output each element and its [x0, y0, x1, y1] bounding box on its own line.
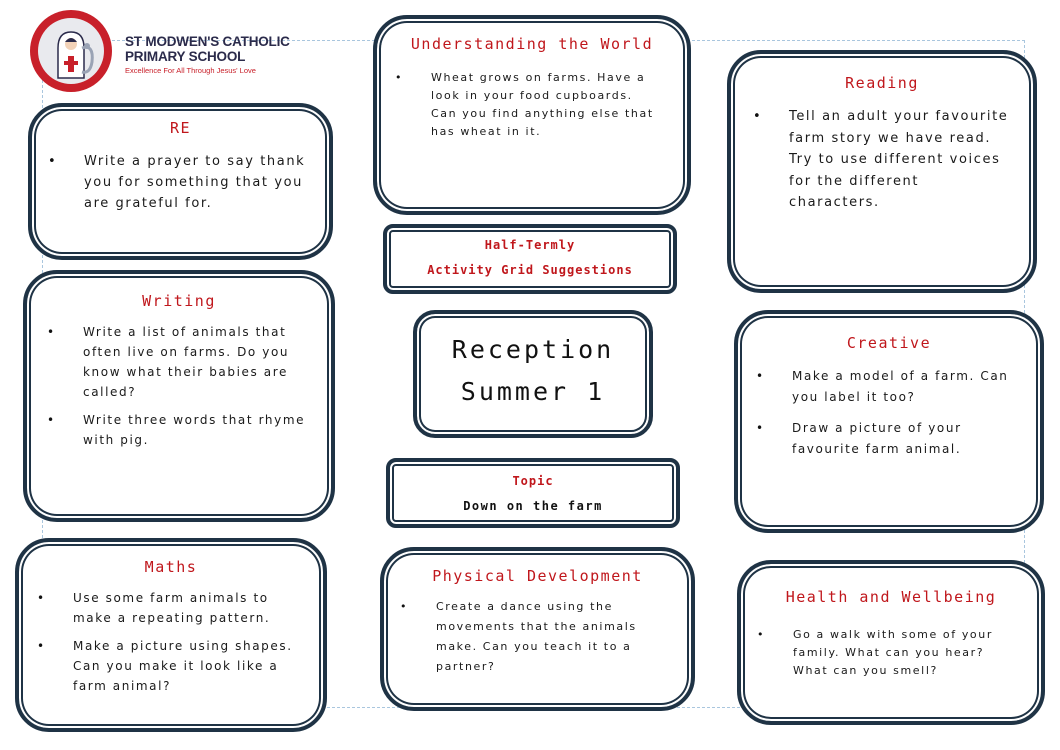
- reading-title: Reading: [845, 74, 919, 92]
- understanding-item: • Wheat grows on farms. Have a look in your food cupboards. Can you find anything else that has wheat in it.: [431, 69, 663, 141]
- maths-title: Maths: [144, 558, 198, 576]
- understanding-title: Understanding the World: [410, 35, 654, 53]
- re-box: [28, 103, 333, 260]
- topic-box: [386, 458, 680, 528]
- term-name: Summer 1: [460, 377, 606, 406]
- writing-title: Writing: [142, 292, 216, 310]
- creative-item: • Draw a picture of your favourite farm animal.: [792, 418, 1016, 460]
- maths-item: • Use some farm animals to make a repeating pattern.: [73, 588, 301, 628]
- re-title: RE: [169, 119, 192, 137]
- creative-item: • Make a model of a farm. Can you label it too?: [792, 366, 1016, 408]
- school-name-line1: ST MODWEN'S CATHOLIC: [125, 34, 290, 49]
- school-crest-icon: [30, 10, 112, 92]
- topic-label: Topic: [512, 474, 554, 488]
- understanding-box: [373, 15, 691, 215]
- physical-item: • Create a dance using the movements that the animals make. Can you teach it to a partner?: [436, 597, 665, 677]
- health-item: • Go a walk with some of your family. What can you hear? What can you smell?: [793, 626, 1019, 680]
- writing-box: [23, 270, 335, 522]
- re-item: • Write a prayer to say thank you for something that you are grateful for.: [84, 151, 311, 214]
- physical-box: [380, 547, 695, 711]
- class-term-box: [413, 310, 653, 438]
- writing-item: • Write three words that rhyme with pig.: [83, 410, 313, 450]
- maths-box: [15, 538, 327, 732]
- school-name-line2: PRIMARY SCHOOL: [125, 49, 246, 64]
- physical-title: Physical Development: [432, 567, 643, 585]
- grid-title-line1: Half-Termly: [484, 238, 576, 252]
- grid-title-line2: Activity Grid Suggestions: [427, 263, 633, 277]
- topic-value: Down on the farm: [463, 499, 603, 513]
- maths-item: • Make a picture using shapes. Can you make it look like a farm animal?: [73, 636, 301, 696]
- creative-box: [734, 310, 1044, 533]
- school-name: [125, 34, 290, 64]
- grid-title-box: [383, 224, 677, 294]
- school-motto: Excellence For All Through Jesus' Love: [125, 66, 256, 75]
- school-logo: [30, 8, 290, 92]
- reading-box: [727, 50, 1037, 293]
- class-name: Reception: [451, 335, 615, 364]
- health-box: [737, 560, 1045, 725]
- writing-item: • Write a list of animals that often live on farms. Do you know what their babies are called?: [83, 322, 313, 402]
- health-title: Health and Wellbeing: [785, 588, 997, 606]
- creative-title: Creative: [846, 334, 932, 352]
- reading-item: • Tell an adult your favourite farm story we have read. Try to use different voices for the different characters.: [789, 106, 1011, 214]
